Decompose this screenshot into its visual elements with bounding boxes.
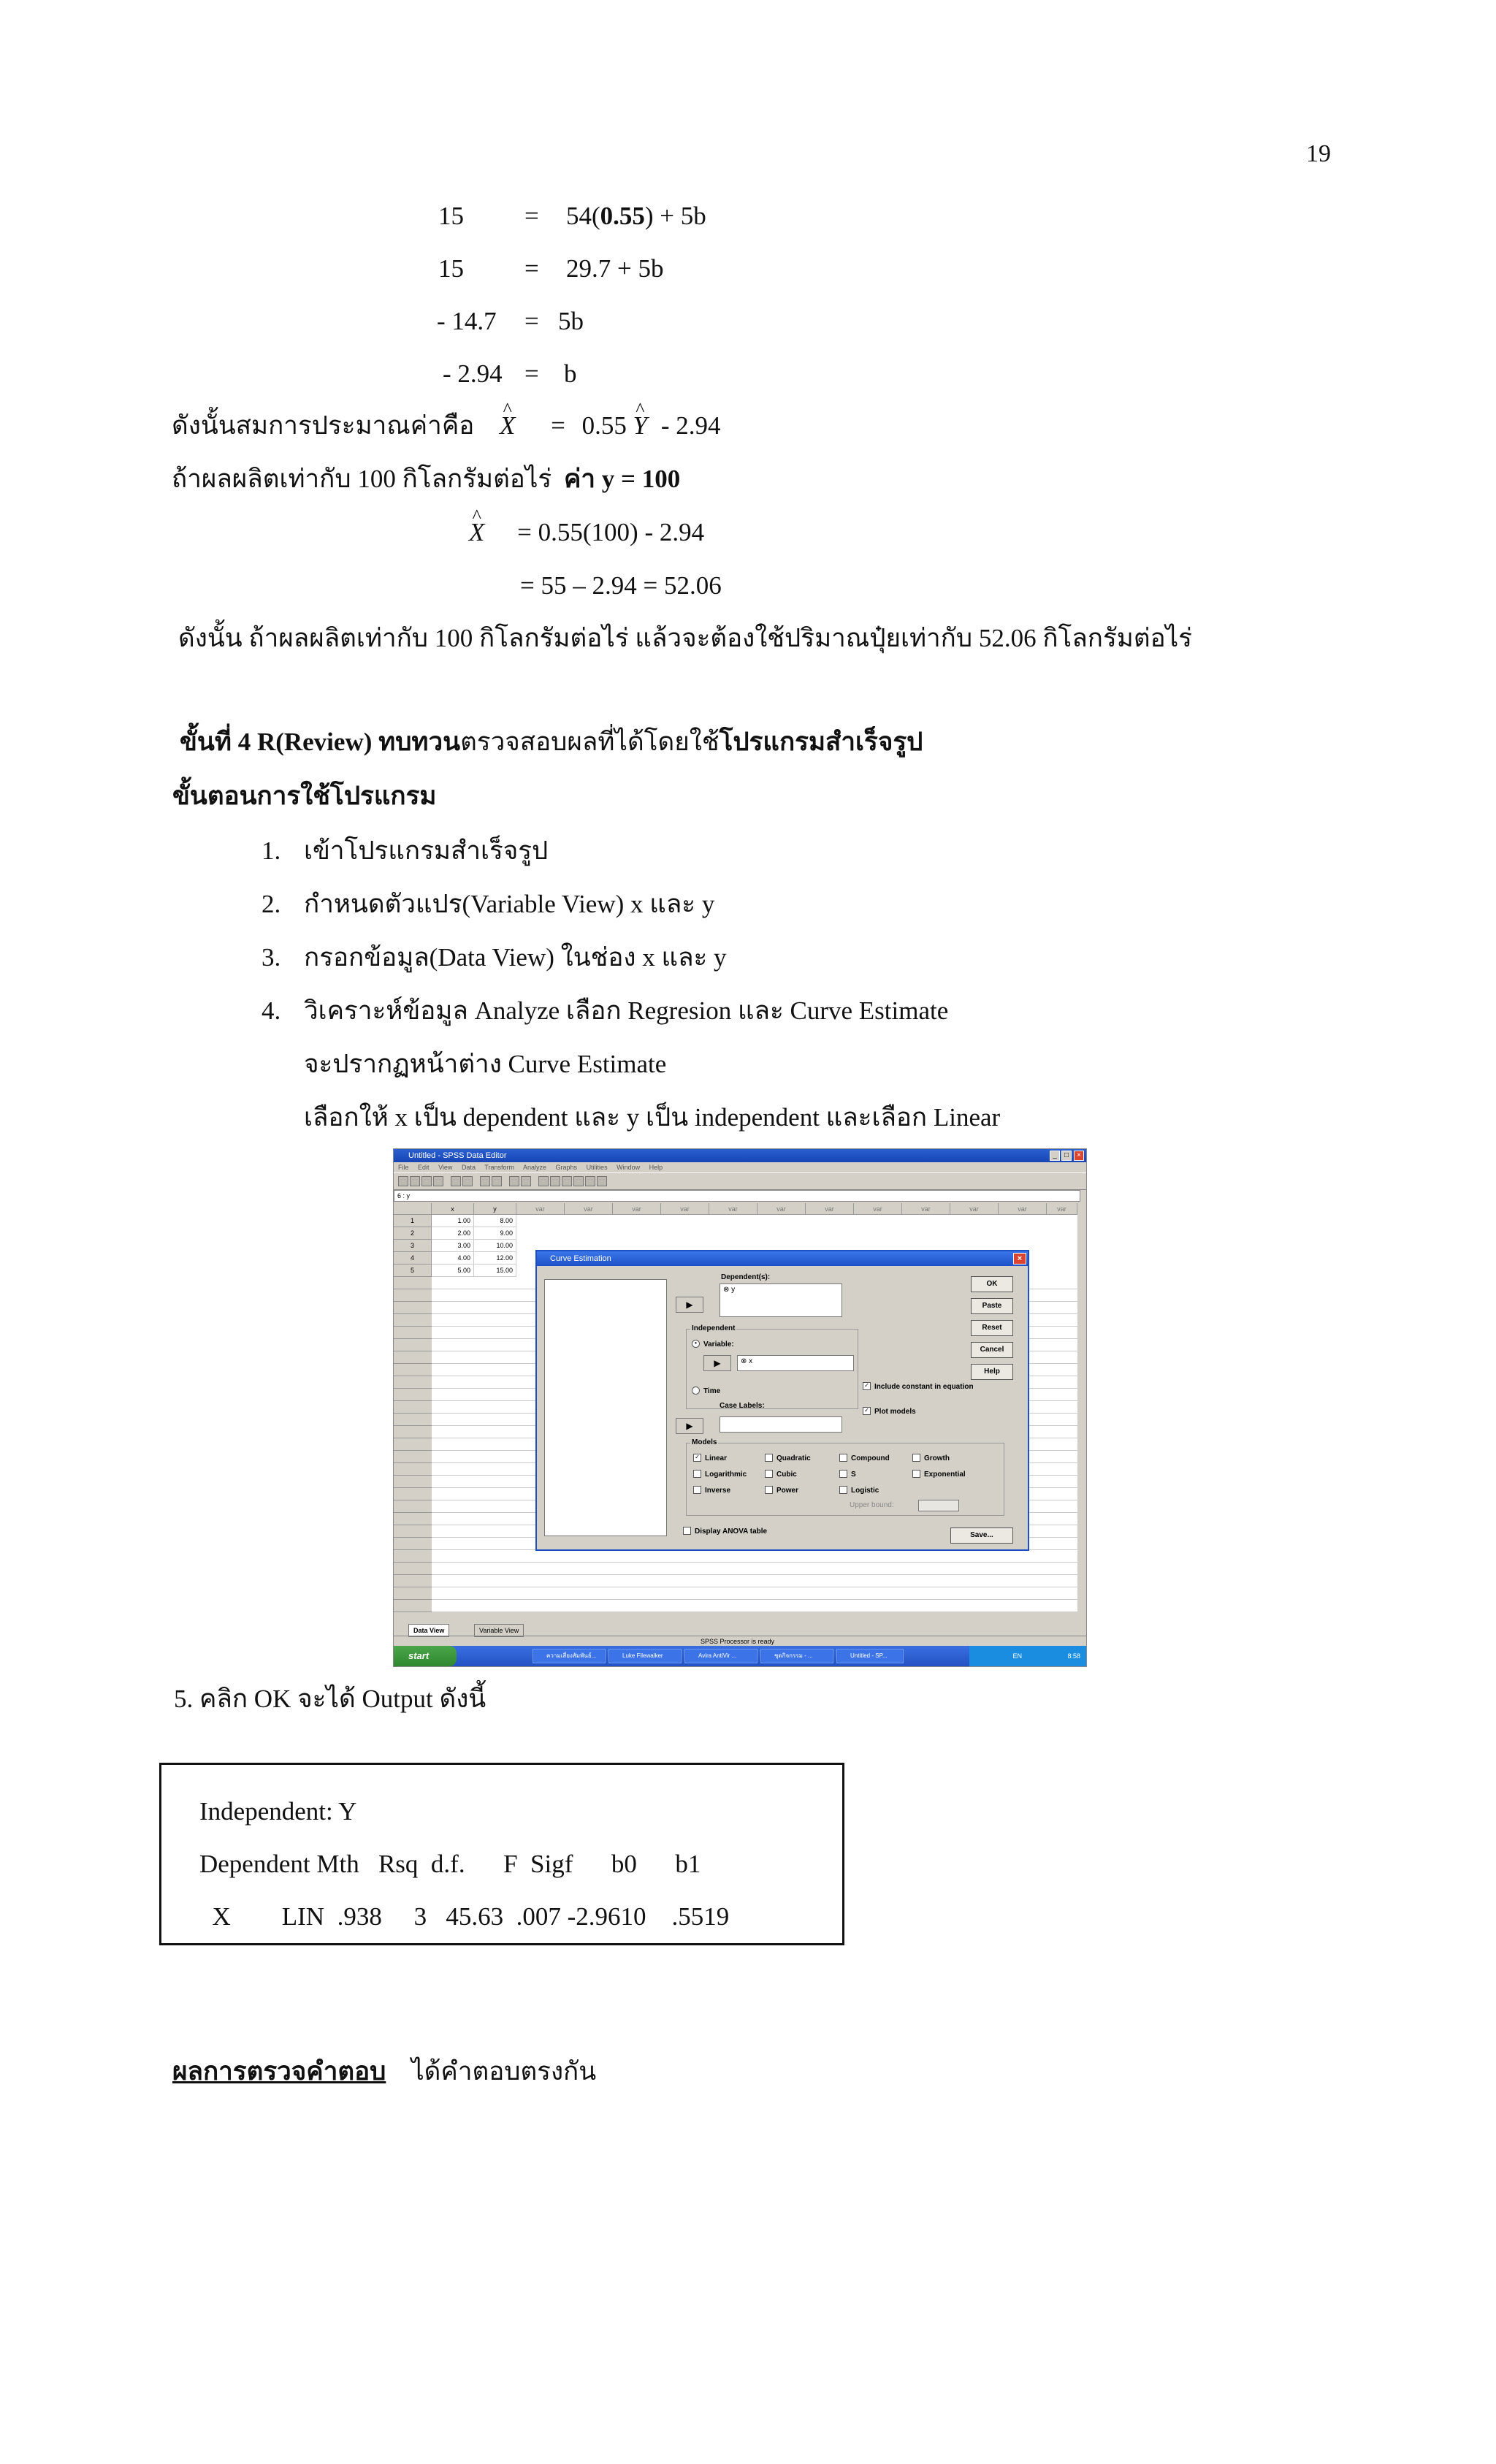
- column-header-var[interactable]: var: [565, 1203, 613, 1215]
- step-num: 2.: [262, 890, 281, 918]
- eq1-right-post: ) + 5b: [644, 202, 706, 230]
- display-anova-checkbox[interactable]: [683, 1527, 767, 1536]
- goto-chart-icon[interactable]: [480, 1176, 490, 1186]
- redo-icon[interactable]: [462, 1176, 473, 1186]
- result-text: ได้คำตอบตรงกัน: [411, 2057, 597, 2086]
- row-number[interactable]: 3: [394, 1240, 432, 1252]
- cancel-button[interactable]: Cancel: [971, 1342, 1013, 1358]
- display-anova-label: Display ANOVA table: [695, 1527, 768, 1536]
- step5: 5. คลิก OK จะได้ Output ดังนี้: [174, 1685, 486, 1713]
- open-icon[interactable]: [398, 1176, 408, 1186]
- cell-y[interactable]: 10.00: [474, 1240, 516, 1252]
- column-header-var[interactable]: var: [661, 1203, 709, 1215]
- cell-x[interactable]: 4.00: [432, 1252, 474, 1265]
- step4-d: โปรแกรมสำเร็จรูป: [719, 728, 923, 756]
- model-linear[interactable]: ✓ Linear: [693, 1454, 727, 1462]
- equation-line-2: [438, 253, 664, 285]
- step4-sub2: เลือกให้ x เป็น dependent และ y เป็น independent และเลือก Linear: [304, 1103, 1001, 1132]
- eq3-left: - 14.7: [437, 307, 497, 335]
- model-label: Quadratic: [776, 1454, 811, 1463]
- menu-view[interactable]: View: [438, 1164, 453, 1171]
- model-label: S: [851, 1471, 856, 1479]
- row-numbers-empty: [394, 1277, 432, 1612]
- calc-line-1: [469, 516, 704, 549]
- x-hat: ^ X: [500, 410, 515, 442]
- cell-x[interactable]: 3.00: [432, 1240, 474, 1252]
- step-item: [262, 835, 549, 867]
- dialog-title: Curve Estimation: [537, 1251, 1028, 1266]
- model-label: Linear: [705, 1454, 728, 1463]
- taskbar-item[interactable]: Luke Filewalker: [608, 1649, 682, 1663]
- taskbar-item[interactable]: Avira AntiVir ...: [684, 1649, 757, 1663]
- row-number[interactable]: 5: [394, 1265, 432, 1277]
- case-labels-label: Case Labels:: [720, 1402, 765, 1410]
- variable-source-list[interactable]: [544, 1279, 667, 1536]
- procedure-heading: ขั้นตอนการใช้โปรแกรม: [172, 782, 437, 810]
- time-radio-label: Time: [703, 1387, 721, 1396]
- menu-help[interactable]: Help: [649, 1164, 663, 1171]
- model-label: Power: [776, 1487, 799, 1495]
- taskbar-item[interactable]: Untitled - SP...: [836, 1649, 904, 1663]
- menu-bar: [394, 1162, 1086, 1172]
- tray-language[interactable]: EN: [1012, 1652, 1022, 1660]
- row-number[interactable]: 2: [394, 1227, 432, 1240]
- column-header-y[interactable]: y: [474, 1203, 516, 1215]
- step4-a: ขั้นที่: [180, 728, 232, 756]
- undo-icon[interactable]: [451, 1176, 461, 1186]
- cell-y[interactable]: 15.00: [474, 1265, 516, 1277]
- column-header-x[interactable]: x: [432, 1203, 474, 1215]
- estimate-coef: 0.55: [581, 411, 627, 440]
- menu-edit[interactable]: Edit: [418, 1164, 430, 1171]
- cell-y[interactable]: 9.00: [474, 1227, 516, 1240]
- column-header-var[interactable]: var: [613, 1203, 661, 1215]
- toolbar: [394, 1172, 1086, 1190]
- yield-bold: ค่า y = 100: [563, 465, 681, 493]
- output-line-1: Independent: Y: [199, 1797, 357, 1826]
- tab-variable-view[interactable]: Variable View: [474, 1624, 524, 1637]
- menu-graphs[interactable]: Graphs: [555, 1164, 578, 1171]
- calc-line-2: = 55 – 2.94 = 52.06: [520, 571, 722, 600]
- goto-case-icon[interactable]: [492, 1176, 502, 1186]
- status-bar: [394, 1636, 1086, 1647]
- move-arrow-icon[interactable]: ▶: [676, 1418, 703, 1434]
- equation-line-4: [443, 358, 577, 390]
- corner-header: [394, 1203, 432, 1215]
- select-cases-icon[interactable]: [585, 1176, 595, 1186]
- minimize-icon[interactable]: _: [1050, 1151, 1060, 1161]
- eq3-right: 5b: [558, 307, 584, 335]
- save-button[interactable]: Save...: [950, 1527, 1013, 1544]
- cell-x[interactable]: 1.00: [432, 1215, 474, 1227]
- split-file-icon[interactable]: [562, 1176, 572, 1186]
- row-number[interactable]: 4: [394, 1252, 432, 1265]
- cell-x[interactable]: 5.00: [432, 1265, 474, 1277]
- step-text: กรอกข้อมูล(Data View) ในช่อง x และ y: [304, 943, 727, 972]
- include-constant-checkbox[interactable]: ✓ Include constant in equation: [863, 1383, 974, 1391]
- column-header-var[interactable]: var: [950, 1203, 999, 1215]
- variable-radio[interactable]: • Variable:: [692, 1340, 734, 1349]
- step4-c: ทบทวน: [378, 728, 461, 756]
- move-arrow-icon[interactable]: ▶: [703, 1355, 731, 1371]
- eq1-left: 15: [438, 202, 464, 230]
- result-heading: ผลการตรวจคำตอบ: [172, 2057, 386, 2086]
- cell-reference: 6 : y: [394, 1190, 1080, 1202]
- menu-file[interactable]: File: [398, 1164, 409, 1171]
- step-text: เข้าโปรแกรมสำเร็จรูป: [304, 836, 549, 865]
- step4-heading: [180, 726, 923, 758]
- model-cubic[interactable]: [765, 1471, 797, 1479]
- eq3-equals: =: [524, 307, 539, 335]
- column-header-var[interactable]: var: [757, 1203, 806, 1215]
- column-header-var[interactable]: var: [709, 1203, 757, 1215]
- equation-line-1: [438, 200, 706, 232]
- model-compound[interactable]: [839, 1454, 890, 1462]
- window-titlebar: [394, 1149, 1086, 1162]
- find-icon[interactable]: [521, 1176, 531, 1186]
- paste-button[interactable]: Paste: [971, 1298, 1013, 1314]
- taskbar: [394, 1646, 1086, 1666]
- step-item: [262, 888, 715, 920]
- value-labels-icon[interactable]: [597, 1176, 607, 1186]
- output-line-3: X LIN .938 3 45.63 .007 -2.9610 .5519: [199, 1902, 730, 1931]
- menu-window[interactable]: Window: [617, 1164, 641, 1171]
- model-power[interactable]: [765, 1487, 798, 1495]
- independent-value: x: [749, 1357, 753, 1365]
- models-label: Models: [692, 1438, 717, 1446]
- insert-variable-icon[interactable]: [550, 1176, 560, 1186]
- model-label: Logarithmic: [705, 1471, 747, 1479]
- output-line-2: Dependent Mth Rsq d.f. F Sigf b0 b1: [199, 1850, 701, 1878]
- y-hat: ^ Y: [633, 410, 647, 442]
- menu-transform[interactable]: Transform: [484, 1164, 514, 1171]
- move-arrow-icon[interactable]: ▶: [676, 1297, 703, 1313]
- cell-x[interactable]: 2.00: [432, 1227, 474, 1240]
- step4-normal: ตรวจสอบผลที่ได้โดยใช้: [460, 728, 720, 756]
- case-labels-field[interactable]: [720, 1416, 842, 1433]
- model-label: Inverse: [705, 1487, 731, 1495]
- save-icon[interactable]: [410, 1176, 420, 1186]
- estimate-equals: =: [551, 411, 565, 440]
- tab-data-view[interactable]: Data View: [408, 1624, 449, 1637]
- insert-case-icon[interactable]: [538, 1176, 549, 1186]
- close-icon[interactable]: ×: [1074, 1151, 1084, 1161]
- x-hat-calc: ^ X: [469, 516, 484, 549]
- yield-text: ถ้าผลผลิตเท่ากับ 100 กิโลกรัมต่อไร่: [172, 465, 552, 493]
- step-num: 3.: [262, 943, 281, 972]
- step-item: [262, 942, 727, 974]
- column-header-var[interactable]: var: [902, 1203, 950, 1215]
- menu-data[interactable]: Data: [461, 1164, 476, 1171]
- model-growth[interactable]: [912, 1454, 950, 1462]
- start-button[interactable]: start: [394, 1646, 457, 1666]
- model-label: Compound: [851, 1454, 890, 1463]
- estimate-tail: - 2.94: [660, 411, 721, 440]
- eq4-left: - 2.94: [443, 359, 503, 388]
- step4-b: 4 R(Review): [237, 728, 373, 756]
- eq2-left: 15: [438, 254, 464, 283]
- column-header-var[interactable]: var: [516, 1203, 565, 1215]
- dependent-list[interactable]: ⊗ y: [720, 1284, 842, 1317]
- eq2-equals: =: [524, 254, 539, 283]
- conclusion: ดังนั้น ถ้าผลผลิตเท่ากับ 100 กิโลกรัมต่อไร่ แล้วจะต้องใช้ปริมาณปุ๋ยเท่ากับ 52.06 กิโลกรัมต่อไร่: [178, 624, 1192, 652]
- column-header-var[interactable]: var: [854, 1203, 902, 1215]
- model-s[interactable]: [839, 1471, 856, 1479]
- variables-icon[interactable]: [509, 1176, 519, 1186]
- tray-clock: 8:58: [1067, 1652, 1080, 1660]
- system-tray: [969, 1646, 1086, 1666]
- eq1-equals: =: [524, 202, 539, 230]
- calc1-expr: = 0.55(100) - 2.94: [517, 518, 705, 546]
- page-number: 19: [1306, 140, 1331, 167]
- eq2-right: 29.7 + 5b: [566, 254, 664, 283]
- eq1-right-pre: 54(: [566, 202, 600, 230]
- plot-models-label: Plot models: [874, 1408, 916, 1416]
- eq4-equals: =: [524, 359, 539, 388]
- yield-line: [172, 463, 680, 495]
- model-inverse[interactable]: [693, 1487, 730, 1495]
- equation-line-3: [437, 305, 584, 337]
- weight-cases-icon[interactable]: [573, 1176, 584, 1186]
- model-quadratic[interactable]: [765, 1454, 811, 1462]
- result-line: [172, 2056, 596, 2088]
- menu-utilities[interactable]: Utilities: [586, 1164, 608, 1171]
- step-item: [262, 995, 949, 1027]
- dialog-recall-icon[interactable]: [433, 1176, 443, 1186]
- output-box: [159, 1763, 844, 1945]
- column-header-var[interactable]: var: [999, 1203, 1047, 1215]
- eq4-right: b: [564, 359, 577, 388]
- independent-variable-field[interactable]: ⊗ x: [737, 1355, 854, 1371]
- ok-button[interactable]: OK: [971, 1276, 1013, 1292]
- menu-analyze[interactable]: Analyze: [522, 1164, 547, 1171]
- dependent-value: y: [731, 1286, 736, 1294]
- time-radio[interactable]: [692, 1387, 720, 1395]
- column-header-var[interactable]: var: [1047, 1203, 1077, 1215]
- curve-estimation-dialog: [535, 1250, 1029, 1551]
- upper-bound-field[interactable]: [918, 1500, 959, 1511]
- model-label: Logistic: [851, 1487, 879, 1495]
- taskbar-item[interactable]: ความเสี่ยงสัมพันธ์...: [533, 1649, 606, 1663]
- taskbar-item[interactable]: ชุดกิจกรรม - ...: [760, 1649, 833, 1663]
- estimate-prefix: ดังนั้นสมการประมาณค่าคือ: [172, 411, 475, 440]
- view-tabs: [394, 1624, 905, 1636]
- model-label: Cubic: [776, 1471, 797, 1479]
- plot-models-checkbox[interactable]: ✓ Plot models: [863, 1408, 916, 1416]
- upper-bound-label: Upper bound:: [850, 1501, 894, 1509]
- reset-button[interactable]: Reset: [971, 1320, 1013, 1336]
- row-number[interactable]: 1: [394, 1215, 432, 1227]
- estimate-line: [172, 410, 721, 442]
- status-text: SPSS Processor is ready: [701, 1638, 775, 1645]
- maximize-icon[interactable]: □: [1061, 1151, 1072, 1161]
- model-logarithmic[interactable]: [693, 1471, 747, 1479]
- step-num: 4.: [262, 996, 281, 1025]
- independent-label: Independent: [692, 1324, 736, 1332]
- model-exponential[interactable]: [912, 1471, 966, 1479]
- variable-radio-label: Variable:: [703, 1340, 734, 1349]
- model-logistic[interactable]: [839, 1487, 879, 1495]
- cell-y[interactable]: 12.00: [474, 1252, 516, 1265]
- print-icon[interactable]: [421, 1176, 432, 1186]
- model-label: Exponential: [924, 1471, 966, 1479]
- include-constant-label: Include constant in equation: [874, 1383, 974, 1392]
- step-num: 1.: [262, 836, 281, 865]
- step-text: กำหนดตัวแปร(Variable View) x และ y: [304, 890, 715, 918]
- help-button[interactable]: Help: [971, 1364, 1013, 1380]
- column-header-var[interactable]: var: [806, 1203, 854, 1215]
- close-icon[interactable]: ×: [1013, 1253, 1026, 1265]
- model-label: Growth: [924, 1454, 950, 1463]
- step4-sub1: จะปรากฏหน้าต่าง Curve Estimate: [304, 1050, 667, 1078]
- window-title: Untitled - SPSS Data Editor: [408, 1151, 507, 1160]
- step-text: วิเคราะห์ข้อมูล Analyze เลือก Regresion และ Curve Estimate: [304, 996, 949, 1025]
- spss-screenshot: [393, 1148, 1087, 1667]
- cell-y[interactable]: 8.00: [474, 1215, 516, 1227]
- dependent-label: Dependent(s):: [721, 1273, 771, 1281]
- eq1-right-bold: 0.55: [600, 202, 645, 230]
